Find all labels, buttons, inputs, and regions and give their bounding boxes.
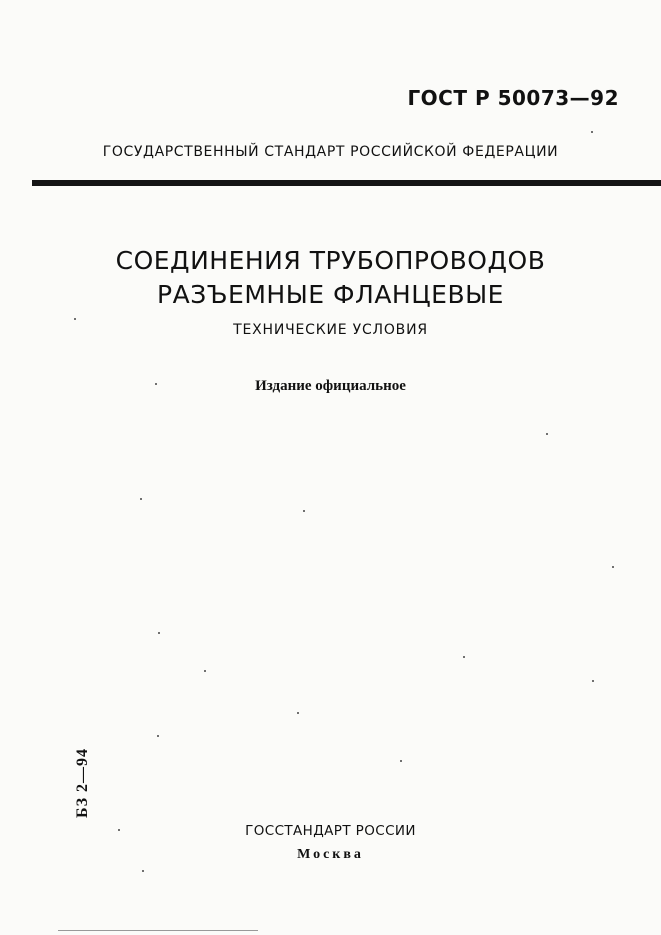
scan-speck	[303, 510, 305, 512]
scan-speck	[297, 712, 299, 714]
title-line-2: РАЗЪЕМНЫЕ ФЛАНЦЕВЫЕ	[157, 280, 504, 309]
footer-rule	[58, 930, 258, 931]
subtitle: ТЕХНИЧЕСКИЕ УСЛОВИЯ	[233, 322, 428, 338]
publisher: ГОССТАНДАРТ РОССИИ	[245, 823, 416, 839]
scan-speck	[140, 498, 142, 500]
scan-speck	[142, 870, 144, 872]
edition-label: Издание официальное	[255, 378, 406, 394]
scan-speck	[118, 829, 120, 831]
title-line-1: СОЕДИНЕНИЯ ТРУБОПРОВОДОВ	[115, 246, 546, 275]
gost-number: ГОСТ Р 50073—92	[407, 86, 619, 110]
header-rule	[32, 180, 661, 186]
scan-speck	[592, 680, 594, 682]
scan-speck	[591, 131, 593, 133]
scan-speck	[546, 433, 548, 435]
scan-speck	[204, 670, 206, 672]
scan-speck	[612, 566, 614, 568]
city: Москва	[297, 847, 364, 862]
scan-speck	[74, 318, 76, 320]
scan-speck	[463, 656, 465, 658]
scan-speck	[157, 735, 159, 737]
gov-standard-heading: ГОСУДАРСТВЕННЫЙ СТАНДАРТ РОССИЙСКОЙ ФЕДЕРАЦИИ	[102, 144, 559, 160]
side-code: БЗ 2—94	[74, 747, 91, 818]
scan-speck	[400, 760, 402, 762]
scan-speck	[155, 383, 157, 385]
scan-speck	[158, 632, 160, 634]
